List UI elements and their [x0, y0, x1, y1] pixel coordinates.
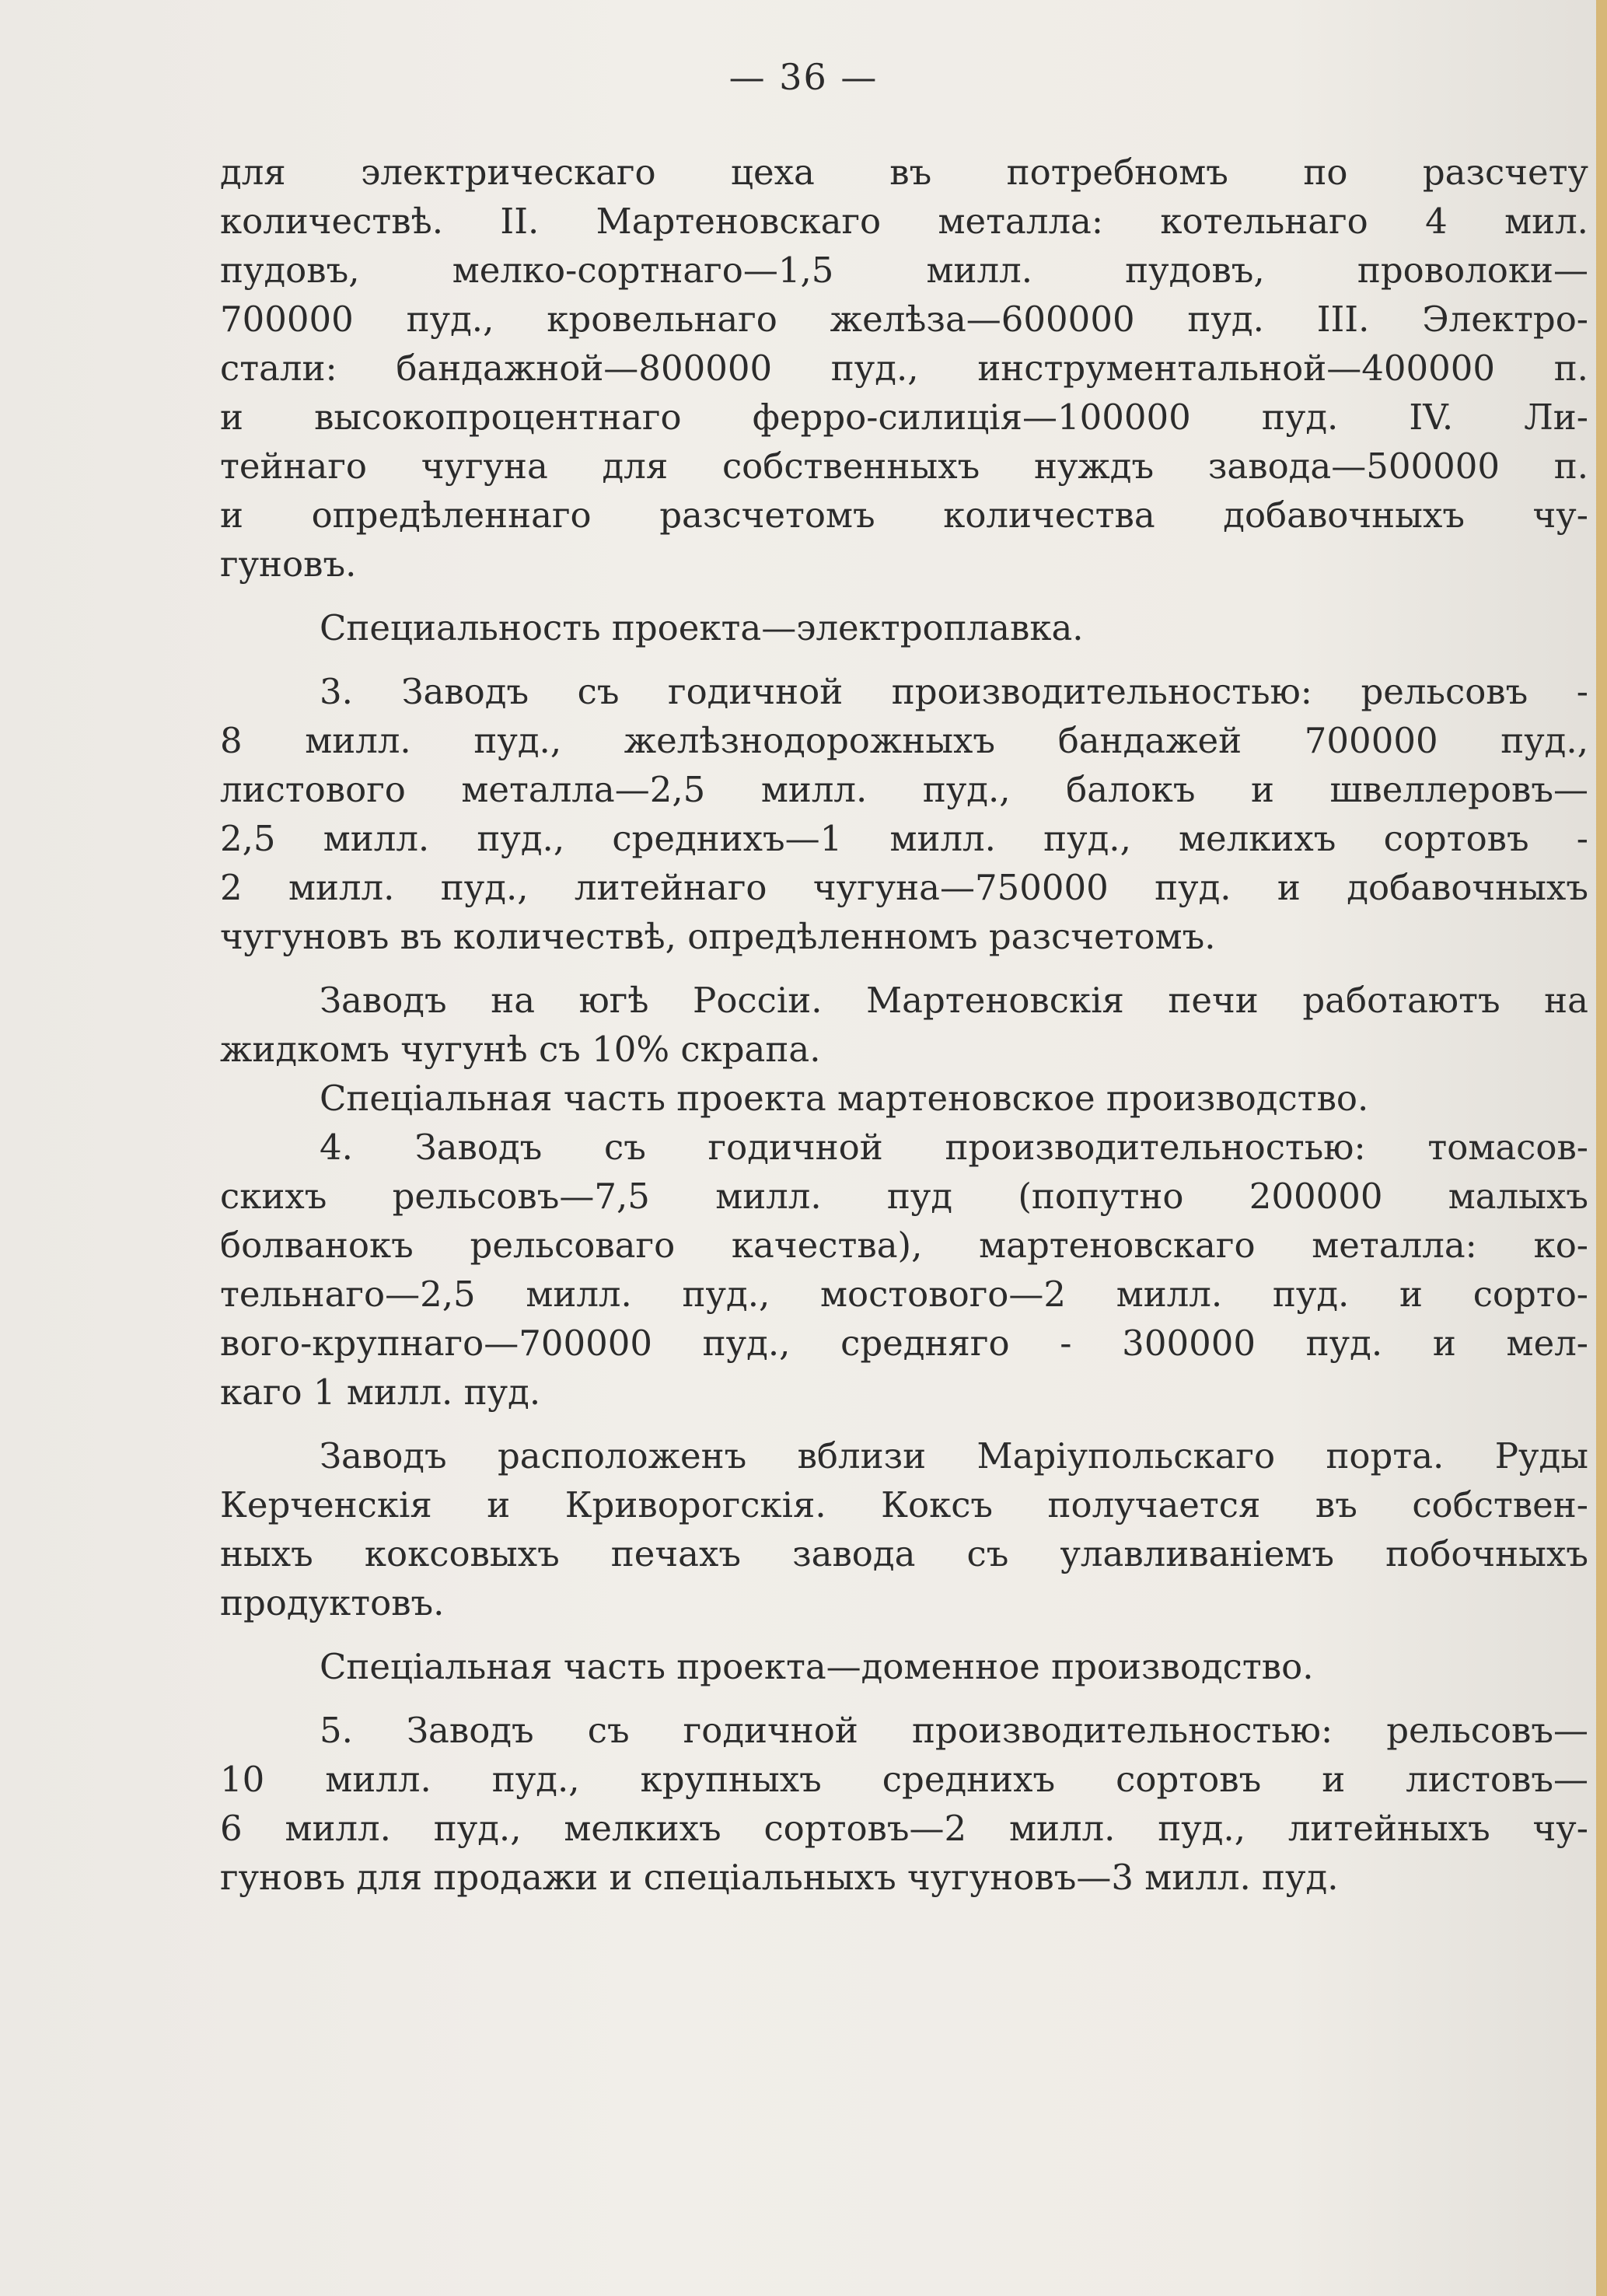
- paragraph-gap: [220, 1627, 1588, 1642]
- text-line: Специальность проекта—электроплавка.: [320, 607, 1084, 648]
- text-line: количествѣ. II. Мартеновскаго металла: котельнаго 4 мил.: [220, 201, 1588, 242]
- paragraph: [220, 667, 1588, 961]
- paragraph: [220, 976, 1588, 1074]
- paragraph-gap: [220, 1417, 1588, 1431]
- paragraph-gap: [220, 652, 1588, 667]
- text-line: болванокъ рельсоваго качества), мартеновскаго металла: ко-: [220, 1225, 1588, 1266]
- paragraph: [220, 1706, 1588, 1902]
- text-line: 8 милл. пуд., желѣзнодорожныхъ бандажей 700000 пуд.,: [220, 720, 1588, 761]
- text-line: и опредѣленнаго разсчетомъ количества добавочныхъ чу-: [220, 494, 1588, 536]
- text-line: для электрическаго цеха въ потребномъ по разсчету: [220, 152, 1588, 193]
- paragraph: [220, 1431, 1588, 1627]
- text-line: стали: бандажной—800000 пуд., инструментальной—400000 п.: [220, 348, 1588, 389]
- text-line: скихъ рельсовъ—7,5 милл. пуд (попутно 200000 малыхъ: [220, 1176, 1588, 1217]
- text-line: тельнаго—2,5 милл. пуд., мостового—2 милл. пуд. и сорто-: [220, 1274, 1588, 1315]
- text-line: листового металла—2,5 милл. пуд., балокъ и швеллеровъ—: [220, 769, 1588, 810]
- page-body-text: [220, 148, 1588, 1902]
- text-line: 2,5 милл. пуд., среднихъ—1 милл. пуд., мелкихъ сортовъ -: [220, 818, 1588, 859]
- text-line: 6 милл. пуд., мелкихъ сортовъ—2 милл. пуд., литейныхъ чу-: [220, 1808, 1588, 1849]
- text-line: каго 1 милл. пуд.: [220, 1372, 541, 1413]
- text-line: 3. Заводъ съ годичной производительностью: рельсовъ -: [320, 671, 1588, 712]
- text-line: Заводъ расположенъ вблизи Маріупольскаго порта. Руды: [320, 1435, 1588, 1476]
- text-line: ныхъ коксовыхъ печахъ завода съ улавливаніемъ побочныхъ: [220, 1533, 1588, 1574]
- text-line: гуновъ.: [220, 543, 357, 585]
- paragraph-gap: [220, 1691, 1588, 1706]
- text-line: тейнаго чугуна для собственныхъ нуждъ завода—500000 п.: [220, 446, 1588, 487]
- text-line: гуновъ для продажи и спеціальныхъ чугуновъ—3 милл. пуд.: [220, 1857, 1339, 1898]
- paragraph-gap: [220, 961, 1588, 976]
- text-line: 4. Заводъ съ годичной производительностью: томасов-: [320, 1127, 1588, 1168]
- page-edge-spine: [1596, 0, 1607, 2296]
- text-line: 5. Заводъ съ годичной производительностью: рельсовъ—: [320, 1710, 1588, 1751]
- paragraph: [220, 603, 1588, 652]
- text-line: чугуновъ въ количествѣ, опредѣленномъ разсчетомъ.: [220, 916, 1216, 957]
- page-number: — 36 —: [728, 56, 879, 98]
- text-line: 10 милл. пуд., крупныхъ среднихъ сортовъ и листовъ—: [220, 1759, 1588, 1800]
- text-line: продуктовъ.: [220, 1582, 445, 1623]
- paragraph-gap: [220, 589, 1588, 603]
- text-line: и высокопроцентнаго ферро-силиція—100000 пуд. IV. Ли-: [220, 397, 1588, 438]
- text-line: пудовъ, мелко-сортнаго—1,5 милл. пудовъ, проволоки—: [220, 250, 1588, 291]
- text-line: 2 милл. пуд., литейнаго чугуна—750000 пуд. и добавочныхъ: [220, 867, 1588, 908]
- text-line: вого-крупнаго—700000 пуд., средняго - 300000 пуд. и мел-: [220, 1323, 1588, 1364]
- paragraph: [220, 148, 1588, 589]
- paragraph: [220, 1642, 1588, 1691]
- text-line: Заводъ на югѣ Россіи. Мартеновскія печи работаютъ на: [320, 980, 1588, 1021]
- text-line: Спеціальная часть проекта—доменное производство.: [320, 1646, 1314, 1687]
- text-line: 700000 пуд., кровельнаго желѣза—600000 пуд. III. Электро-: [220, 299, 1588, 340]
- paragraph: [220, 1074, 1588, 1417]
- text-line: Спеціальная часть проекта мартеновское производство.: [320, 1078, 1369, 1119]
- text-line: жидкомъ чугунѣ съ 10% скрапа.: [220, 1029, 821, 1070]
- text-line: Керченскія и Криворогскія. Коксъ получается въ собствен-: [220, 1484, 1588, 1525]
